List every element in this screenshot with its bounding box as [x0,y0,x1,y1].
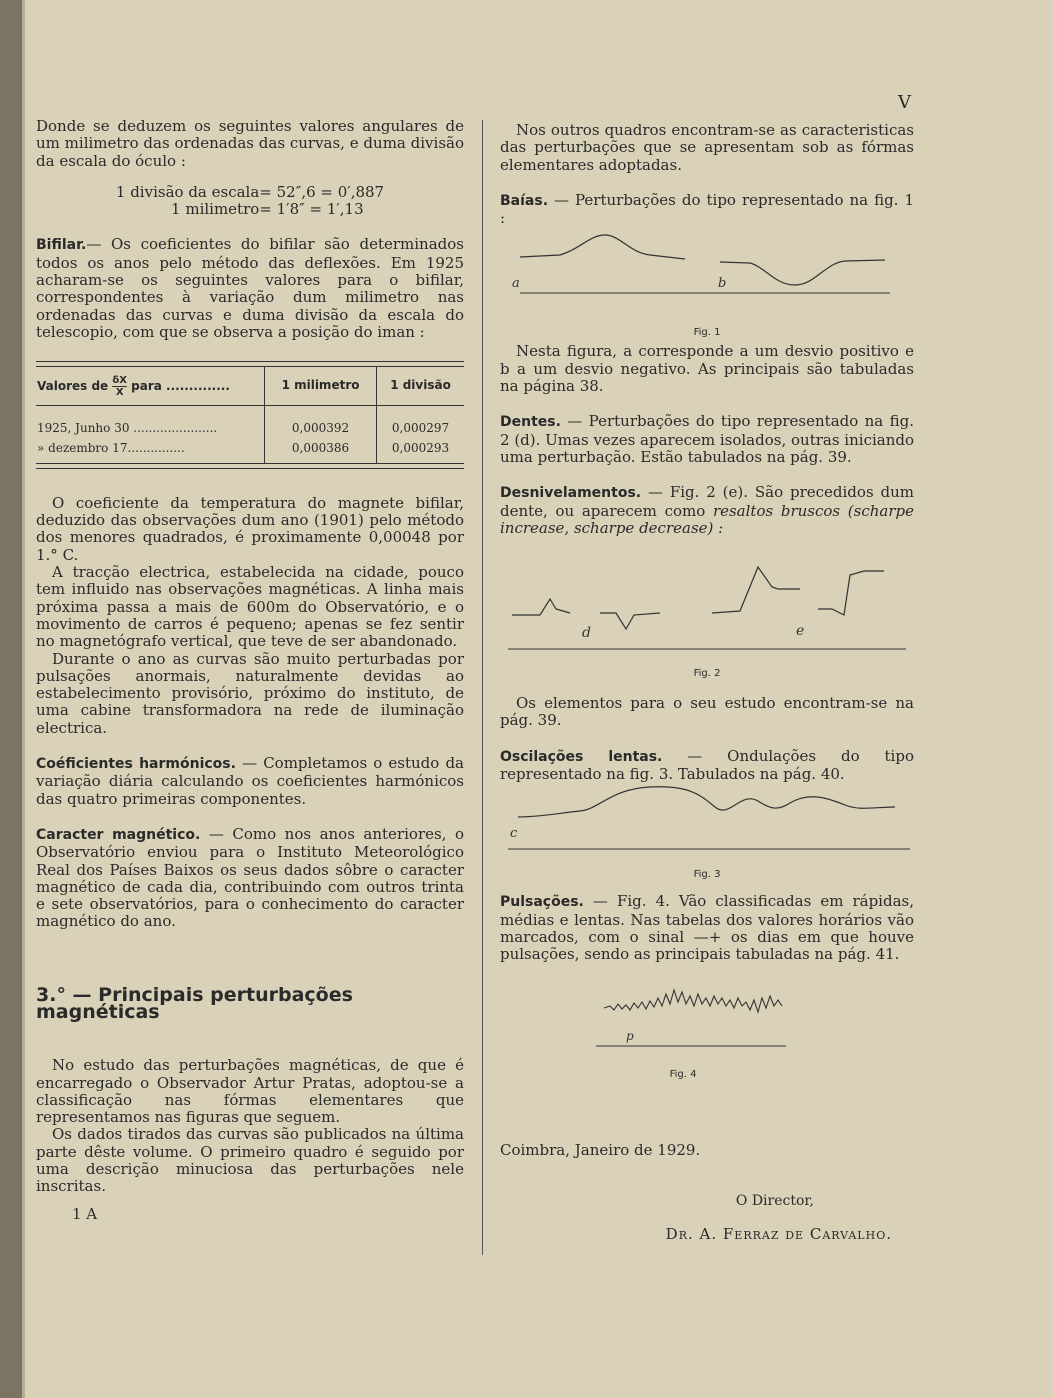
bifilar-values-table [36,367,464,463]
bifilar-text: — Os coeficientes do bifilar são determinados todos os anos pelo método das deflexões. Em 1925 acharam-se os seguintes valores para o bifilar, correspondentes à variação dum milimetro nas ordenadas das curvas e duma divisão da escala do telescopio, com que se observa a posição do iman : [36,235,464,341]
baias-paragraph: Baías. — Perturbações do tipo representado na fig. 1 : [500,190,914,228]
desnivelamentos-heading: Desnivelamentos. [500,485,642,502]
disturbance-paragraph: Durante o ano as curvas são muito perturbadas por pulsações anormais, naturalmente devidas ao estabelecimento provisório, próximo do instituto, de uma cabine transformadora na rede de iluminação electrica. [36,649,464,737]
left-column [36,118,464,1223]
formula-rhs: = 52″,6 = 0′,887 [259,182,385,201]
study-paragraph: No estudo das perturbações magnéticas, de que é encarregado o Observador Artur Pratas, adoptou-se a classificação nas fórmas elementares que representamos nas figuras que seguem. [36,1056,464,1127]
fig1-label-a: a [512,276,520,292]
fig3-label-c: c [510,826,518,842]
traction-paragraph: A tracção electrica, estabelecida na cidade, pouco tem influido nas observações magnéticas. A linha mais próxima passa a mais de 600m do Observatório, e o movimento de carros é pequeno; apenas se fez sentir no magnetógrafo vertical, que teve de ser abandonado. [36,563,464,651]
formula-lhs: 1 divisão da escala [115,182,260,201]
intro-paragraph: Donde se deduzem os seguintes valores angulares de um milimetro das ordenadas das curvas, e duma divisão da escala do óculo : [36,117,464,170]
fig1-label-b: b [718,276,727,292]
fig1-drawing [500,227,914,319]
character-heading: Caracter magnético. [36,826,201,843]
table-header-divisao: 1 divisão [377,367,464,405]
pulsacoes-heading: Pulsações. [500,894,584,911]
bifilar-heading: Bifilar. [36,237,87,254]
baias-heading: Baías. [500,192,549,209]
oscilacoes-paragraph: Oscilações lentas. — Ondulações do tipo representado na fig. 3. Tabulados na pág. 40. [500,746,914,784]
figure-1-caption: Fig. 1 [693,326,721,338]
quadros-paragraph: Nos outros quadros encontram-se as caracteristicas das perturbações que se apresentam sob as fórmas elementares adoptadas. [500,121,914,174]
right-column [500,122,914,1243]
data-paragraph: Os dados tirados das curvas são publicados na última parte dêste volume. O primeiro quadro é seguido por uma descrição minuciosa das perturbações nele inscritas. [36,1125,464,1196]
pulsacoes-paragraph: Pulsações. — Fig. 4. Vão classificadas em rápidas, médias e lentas. Nas tabelas dos valores horários vão marcados, com o sinal —+ os dias em que houve pulsações, sendo as principais tabuladas na pág. 41. [500,892,914,964]
dentes-heading: Dentes. [500,414,561,431]
angular-formula [36,184,464,219]
harmonic-heading: Coéficientes harmónicos. [36,756,236,773]
formula-rhs: = 1′8″ = 1′,13 [259,200,364,219]
director-title: O Director, [735,1192,814,1209]
table-row: 1925, Junho 30 ...................... 0,000392 0,000297 [36,419,464,438]
dentes-paragraph: Dentes. — Perturbações do tipo representado na fig. 2 (d). Umas vezes aparecem isolados, outras iniciando uma perturbação. Estão tabulados na pág. 39. [500,412,914,466]
figure-3 [500,783,914,879]
figure-1 [500,227,914,337]
page-edge-shadow [22,0,25,1398]
figure-4 [500,982,914,1078]
place-date: Coimbra, Janeiro de 1929. [500,1140,701,1159]
fig2-label-d: d [582,625,591,642]
table-header-milimetro: 1 milimetro [265,367,377,405]
oscilacoes-heading: Oscilações lentas. [500,748,663,765]
bifilar-paragraph [36,236,464,341]
director-signature: Dr. A. Ferraz de Carvalho. [665,1225,892,1244]
table-row: » dezembro 17............... 0,000386 0,000293 [36,439,464,463]
figure-2-caption: Fig. 2 [693,668,721,680]
footer-signature-mark: 1 A [72,1204,98,1223]
fig4-label-p: p [626,1028,634,1043]
table-header-label: Valores de $\frac{\delta X}{X}$ para .............. [36,367,265,405]
desnivelamentos-paragraph: Desnivelamentos. — Fig. 2 (e). São precedidos dum dente, ou aparecem como resaltos bruscos (scharpe increase, scharpe decrease) : [500,483,914,537]
temperature-paragraph: O coeficiente da temperatura do magnete bifilar, deduzido das observações dum ano (1901) pelo método dos menores quadrados, é proximamente 0,00048 por 1.° C. [36,493,464,564]
nesta-paragraph: Nesta figura, a corresponde a um desvio positivo e b a um desvio negativo. As principais são tabuladas na página 38. [500,342,914,396]
formula-lhs: 1 milimetro [171,200,260,219]
figure-3-caption: Fig. 3 [693,868,721,880]
figure-2 [500,537,914,679]
fig3-drawing [500,783,914,861]
page-number: V [898,92,911,113]
delta-fraction: $\frac{\delta X}{X}$ [112,374,127,398]
elementos-paragraph: Os elementos para o seu estudo encontram-se na pág. 39. [500,694,914,730]
page-binding-edge [0,0,22,1398]
fig2-label-e: e [796,623,805,640]
fig2-drawing [500,537,914,661]
harmonic-paragraph: Coéficientes harmónicos. — Completamos o estudo da variação diária calculando os coeficientes harmónicos das quatro primeiras componentes. [36,754,464,808]
figure-4-caption: Fig. 4 [669,1068,697,1080]
character-paragraph: Caracter magnético. — Como nos anos anteriores, o Observatório enviou para o Instituto Meteorológico Real dos Países Baixos os seus dados sôbre o caracter magnético de cada dia, contribuindo com outros trinta e sete observatórios, para o conhecimento do caracter magnético do ano. [36,824,464,931]
column-divider [482,120,483,1255]
fig4-drawing [500,982,914,1062]
section-title: 3.° — Principais perturbações magnéticas [36,983,353,1023]
